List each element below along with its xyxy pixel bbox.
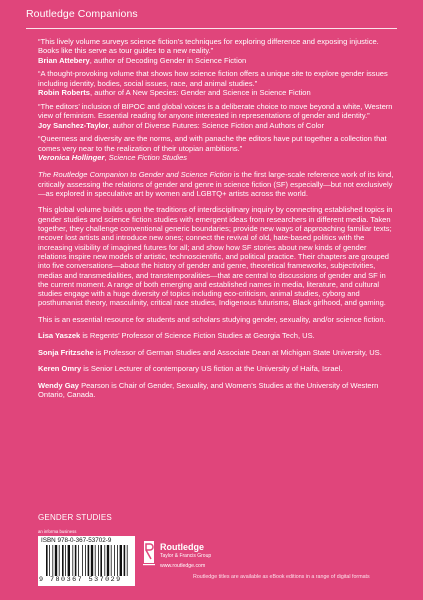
- subject-category: GENDER STUDIES: [38, 513, 112, 522]
- editor-text: is Senior Lecturer of contemporary US fiction at the University of Haifa, Israel.: [81, 364, 343, 374]
- quote-text: “The editors’ inclusion of BIPOC and global voices is a deliberate choice to move beyond a white, Western view of feminism. Essential reading for anyone interested in representations of gender and identity.”: [38, 101, 393, 121]
- quote-work: Science Fiction Studies: [108, 153, 188, 163]
- quote-author: Veronica Hollinger: [38, 153, 105, 163]
- publisher-url: www.routledge.com: [160, 563, 206, 569]
- quote-attribution: [38, 56, 395, 65]
- quote-attribution: [38, 88, 395, 97]
- barcode-panel: [38, 536, 135, 586]
- series-title: Routledge Companions: [26, 8, 138, 20]
- routledge-logo-icon: [143, 541, 155, 567]
- quote-author: Joy Sanchez-Taylor: [38, 120, 109, 130]
- editor-name: Lisa Yaszek: [38, 331, 81, 341]
- quote-text: “Queerness and diversity are the norms, and with panache the editors have put together a collection that comes very near to the realization of their utopian ambitions.”: [38, 134, 387, 153]
- quote-work: A New Species: Gender and Science in Science Fiction: [125, 88, 311, 98]
- editor-bio: [38, 381, 395, 400]
- quote-author: Brian Attebery: [38, 55, 90, 65]
- quote-2: [38, 69, 395, 97]
- editors-list: [38, 331, 395, 399]
- editor-text: is Regents’ Professor of Science Fiction Studies at Georgia Tech, US.: [80, 331, 315, 341]
- quote-4: [38, 134, 395, 162]
- quote-3: [38, 102, 395, 130]
- quote-author: Robin Roberts: [38, 88, 90, 98]
- description-paragraph: This global volume builds upon the traditions of interdisciplinary inquiry by connecting established topics in gender studies and science fiction studies with emergent ideas from researchers in different media. Taken together, they challenge conventional generic boundaries; provide new ways of approaching familiar texts; recover lost artists and introduce new ones; connect the revival of old, hate-based politics with the increasing visibility of imagined futures for all; and show how SF stories about new kinds of gender relations inspire new models of artistic, technoscientific, and political practice. Their chapters are grouped into five conversations—about the history of gender and genre, theoretical frameworks, subjectivities, medias and transmedialities, and transtemporalities—that are central to discussions of gender and SF in the current moment. A range of both emerging and established names in media, literature, and cultural studies engage with a huge diversity of topics including eco-criticism, animal studies, cyborg and posthumanist theory, masculinity, critical race studies, Indigenous futurisms, Black girlhood, and gaming.: [38, 205, 393, 308]
- quote-work: Decoding Gender in Science Fiction: [125, 55, 247, 65]
- publisher-group: Taylor & Francis Group: [160, 553, 212, 559]
- barcode-digits: 9 780367 537029: [39, 576, 122, 584]
- editor-bio: [38, 331, 395, 340]
- isbn-text: ISBN 978-0-367-53702-9: [41, 537, 112, 544]
- quote-role: , author of: [108, 120, 145, 130]
- editor-bio: [38, 348, 395, 357]
- quote-1: [38, 37, 395, 65]
- essential-paragraph: This is an essential resource for students and scholars studying gender, sexuality, and/or science fiction.: [38, 314, 386, 324]
- quote-attribution: [38, 121, 395, 130]
- editor-text: is Professor of German Studies and Associate Dean at Michigan State University, US.: [93, 347, 382, 357]
- quote-text: “This lively volume surveys science fiction’s techniques for exploring difference and exposing injustice. Books like this serve as tour guides to a new reality.”: [38, 37, 379, 56]
- intro-paragraph: [38, 170, 395, 198]
- editor-bio: [38, 364, 395, 373]
- book-title: The Routledge Companion to Gender and Science Fiction: [38, 170, 232, 180]
- quote-text: “A thought-provoking volume that shows how science fiction offers a unique site to explore gender issues including identity, bodies, social issues, race, and animal studies.”: [38, 69, 388, 88]
- quote-role: , author of: [89, 55, 126, 65]
- editor-name: Keren Omry: [38, 364, 82, 374]
- quote-attribution: [38, 153, 395, 162]
- editor-name: Wendy Gay: [38, 380, 79, 390]
- quote-work: Diverse Futures: Science Fiction and Authors of Color: [144, 120, 324, 130]
- back-cover-text: [38, 37, 395, 407]
- editor-text: Pearson is Chair of Gender, Sexuality, and Women’s Studies at the University of Western Ontario, Canada.: [38, 380, 379, 400]
- editor-name: Sonja Fritzsche: [38, 347, 94, 357]
- intro-text: is the first large-scale reference work of its kind, critically assessing the relations of gender and genre in science fiction (SF) especially—but not exclusively—as explored in speculative art by women and LGBTQ+ artists across the world.: [38, 170, 394, 198]
- quote-role: ,: [104, 153, 109, 163]
- publisher-name: Routledge: [160, 542, 204, 552]
- quote-role: , author of: [90, 88, 126, 98]
- ebook-note: Routledge titles are available as eBook editions in a range of digital formats: [193, 574, 370, 580]
- header-rule: [26, 28, 397, 29]
- barcode: [46, 545, 128, 576]
- imprint-label: an informa business: [38, 529, 77, 534]
